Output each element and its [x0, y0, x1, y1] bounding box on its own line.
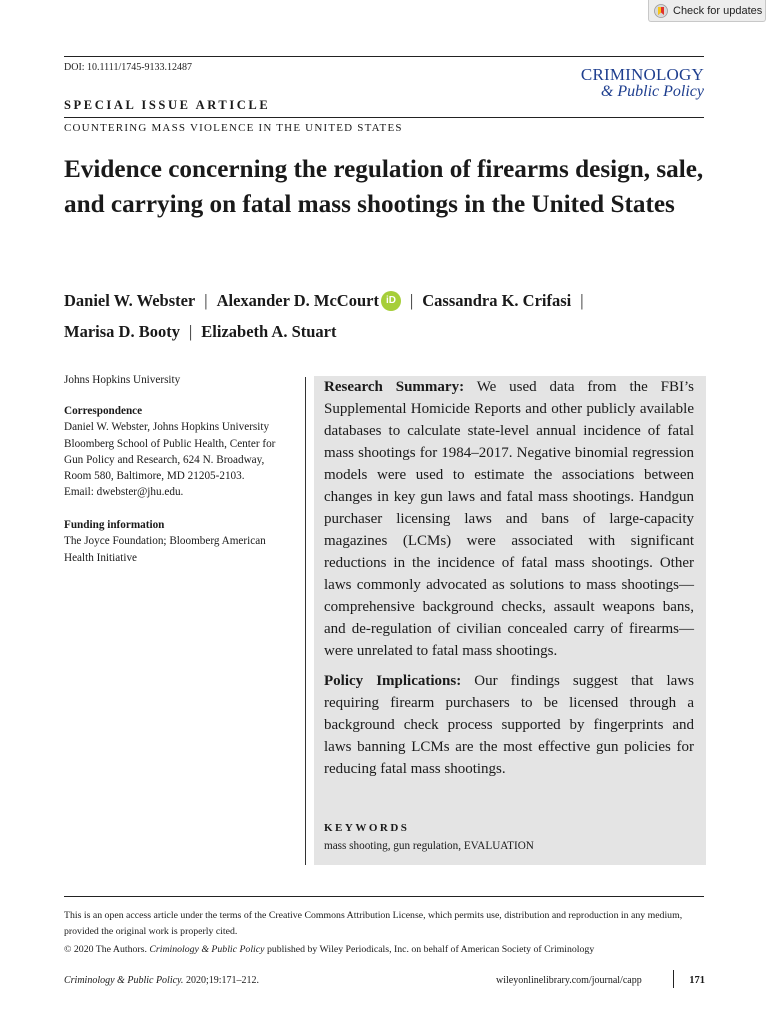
journal-website-link[interactable]: wileyonlinelibrary.com/journal/capp [496, 975, 642, 986]
funding-line: Health Initiative [64, 551, 138, 564]
research-summary-text: We used data from the FBI’s Supplemental Homicide Reports and other publicly available databases to calculate state-level annual incidence of fatal mass shootings for 1984–2017. Negative binomial regression models were used to estimate the associations between changes in key gun laws and fatal mass shootings. Handgun purchaser licensing laws and bans of large-capacity magazines (LCMs) were associated with significant reductions in the incidence of fatal mass shootings. Other laws commonly advocated as solutions to mass shootings—comprehensive background checks, assault weapons bans, and de-regulation of civilian concealed carry of firearms—were unrelated to fatal mass shootings. [324, 379, 694, 659]
journal-logo-line2: & Public Policy [600, 83, 704, 100]
policy-implications-label: Policy Implications: [324, 673, 462, 689]
funding-line: The Joyce Foundation; Bloomberg American [64, 535, 266, 548]
check-for-updates-button[interactable] [648, 0, 766, 22]
author-separator: | [204, 291, 208, 310]
copyright-text [64, 944, 706, 955]
article-title: Evidence concerning the regulation of firearms design, sale, and carrying on fatal mass shootings in the United States [64, 156, 704, 218]
author-separator: | [580, 291, 584, 310]
author-separator: | [409, 291, 414, 310]
summary-divider [305, 377, 306, 865]
research-summary-label: Research Summary: [324, 379, 465, 395]
orcid-icon[interactable]: iD [381, 291, 401, 311]
check-for-updates-label: Check for updates [673, 4, 763, 17]
journal-logo [548, 66, 704, 100]
article-type: SPECIAL ISSUE ARTICLE [64, 98, 271, 112]
affiliation: Johns Hopkins University [64, 374, 181, 386]
special-issue-series: COUNTERING MASS VIOLENCE IN THE UNITED STATES [64, 122, 403, 134]
policy-implications-text: Our findings suggest that laws requiring firearm purchasers to be licensed through a background check process supported by fingerprints and laws banning LCMs are the most effective gun policies for reducing fatal mass shootings. [324, 673, 694, 777]
correspondence-heading: Correspondence [64, 405, 143, 417]
author-name[interactable]: Daniel W. Webster [64, 291, 196, 310]
correspondence-block [64, 403, 300, 501]
citation-details: 2020;19:171–212. [185, 975, 259, 986]
article-type-rule [64, 117, 704, 118]
correspondence-line: Gun Policy and Research, 624 N. Broadway, [64, 453, 265, 466]
correspondence-line: Daniel W. Webster, Johns Hopkins University [64, 421, 270, 434]
author-name[interactable]: Elizabeth A. Stuart [201, 322, 337, 341]
page-number-divider [673, 970, 674, 988]
author-line-2 [64, 316, 724, 347]
citation [64, 975, 259, 986]
header-rule [64, 56, 704, 57]
keywords-heading: KEYWORDS [324, 822, 410, 834]
journal-logo-line1: CRIMINOLOGY [580, 65, 704, 84]
correspondence-line: Bloomberg School of Public Health, Center for [64, 437, 276, 450]
footer-rule [64, 896, 704, 897]
correspondence-line: Room 580, Baltimore, MD 21205-2103. [64, 470, 245, 483]
author-name[interactable]: Marisa D. Booty [64, 322, 180, 341]
doi-text: DOI: 10.1111/1745-9133.12487 [64, 62, 193, 73]
page-number: 171 [689, 975, 705, 986]
funding-heading: Funding information [64, 519, 165, 531]
funding-block [64, 517, 300, 566]
copyright-journal: Criminology & Public Policy [149, 944, 265, 955]
citation-journal: Criminology & Public Policy. [64, 975, 184, 986]
author-line-1 [64, 285, 724, 316]
policy-implications [324, 670, 694, 780]
correspondence-email[interactable]: Email: dwebster@jhu.edu. [64, 486, 184, 499]
license-text: This is an open access article under the terms of the Creative Commons Attribution License, which permits use, distribution and reproduction in any medium, provided the original work is properly cited. [64, 910, 683, 937]
abstract [324, 376, 694, 780]
author-name[interactable]: Cassandra K. Crifasi [422, 291, 572, 310]
author-name[interactable]: Alexander D. McCourt [216, 291, 379, 310]
keywords-list: mass shooting, gun regulation, EVALUATION [324, 840, 534, 852]
author-list [64, 285, 724, 347]
crossmark-icon [654, 4, 668, 18]
research-summary [324, 376, 694, 662]
copyright-prefix: © 2020 The Authors. [64, 944, 147, 955]
copyright-suffix: published by Wiley Periodicals, Inc. on behalf of American Society of Criminology [266, 944, 595, 955]
author-separator: | [188, 322, 193, 341]
